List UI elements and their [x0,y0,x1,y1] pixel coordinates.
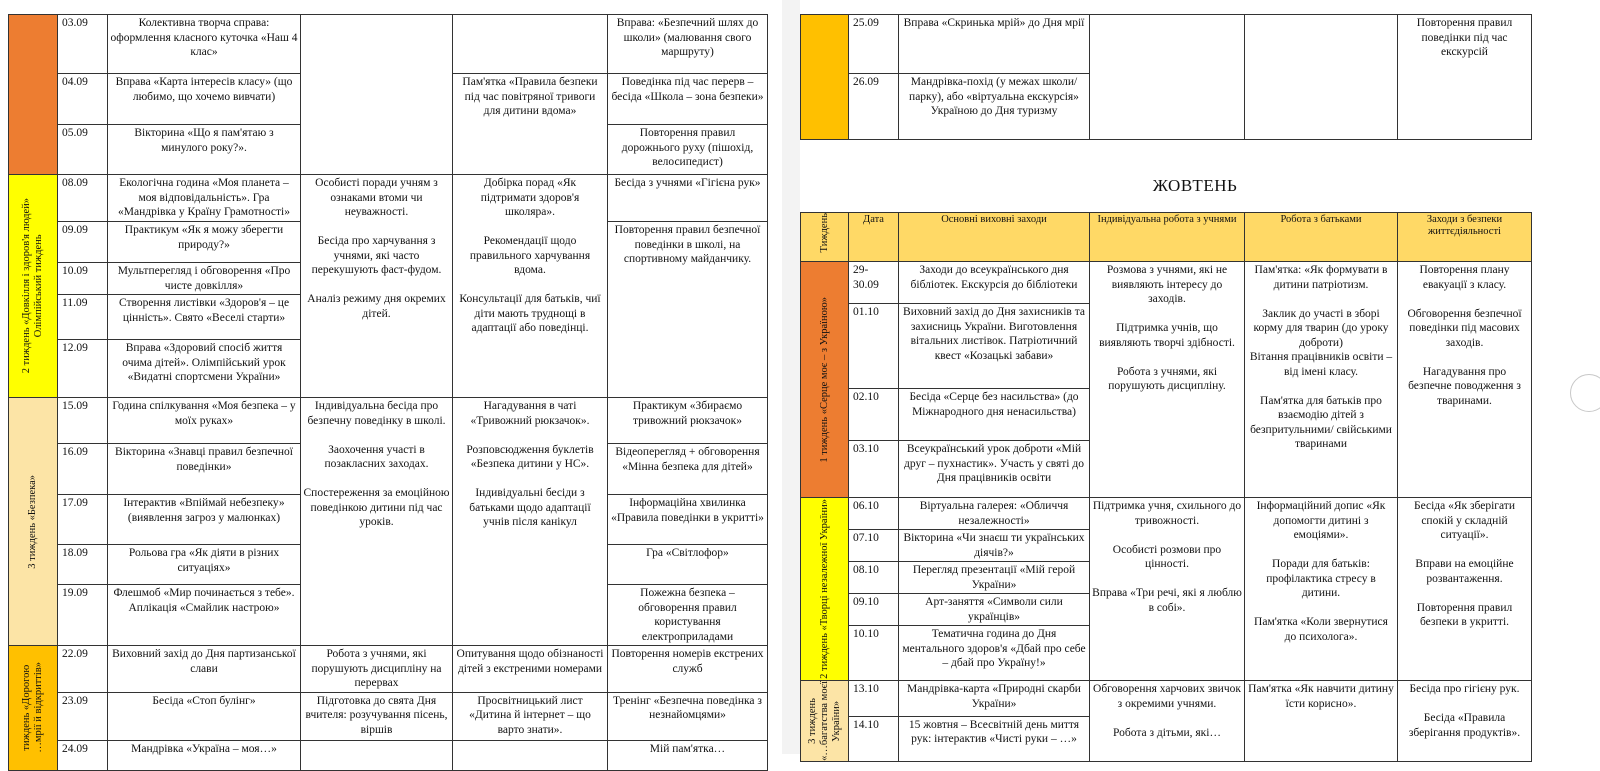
activity-cell: Бесіда «Стоп булінг» [108,692,301,740]
date-cell: 05.09 [58,125,108,175]
table-row [9,646,768,693]
parents-work-cell [453,15,608,74]
individual-work-cell: Індивідуальна бесіда про безпечну поведінку в школі. Заохочення участі в позакласних заходах. Спостереження за емоційною поведінкою дитини під час уроків. [301,398,453,646]
column-header-individual: Індивідуальна робота з учнями [1090,213,1245,262]
parents-work-cell: Просвітницький лист «Дитина й інтернет – що варто знати». [453,692,608,740]
date-cell: 06.10 [849,498,899,530]
safety-cell: Інформаційна хвилинка «Правила поведінки в укритті» [608,495,768,545]
page-gap [782,0,800,754]
parents-work-cell [453,740,608,770]
date-cell: 09.10 [849,594,899,626]
date-cell: 08.10 [849,562,899,594]
column-header-parents: Робота з батьками [1245,213,1398,262]
column-header-date: Дата [849,213,899,262]
activity-cell: Практикум «Як я можу зберегти природу?» [108,222,301,263]
activity-cell: Екологічна година «Моя планета – моя відповідальність». Гра «Мандрівка у Країну Грамотності» [108,175,301,222]
week-cell [801,15,849,140]
activity-cell: Бесіда «Серце без насильства» (до Міжнародного дня ненасильства) [899,389,1090,441]
activity-cell: Вправа «Здоровий спосіб життя очима дітей». Олімпійський урок «Видатні спортсмени України» [108,340,301,398]
date-cell: 24.09 [58,740,108,770]
week-label: 3 тиждень «…багатства моєї України» [806,681,842,761]
week-label: 2 тиждень «Творці незалежної України» [818,499,830,679]
activity-cell: Арт-заняття «Символи сили українців» [899,594,1090,626]
date-cell: 15.09 [58,398,108,444]
parents-work-cell: Пам'ятка: «Як формувати в дитини патріотизм. Заклик до участі в зборі корму для тварин (до уроку доброти) Вітання працівників освіти – від імені класу. Пам'ятка для батьків про взаємодію дітей з безпритульними/ свійськими тваринами [1245,262,1398,498]
date-cell: 07.10 [849,530,899,562]
week-cell [9,15,58,175]
month-title: ЖОВТЕНЬ [1152,176,1238,195]
activity-cell: Мандрівка-похід (у межах школи/парку), або «віртуальна екскурсія» Україною до Дня туризму [899,74,1090,140]
activity-cell: Колективна творча справа: оформлення класного куточка «Наш 4 клас» [108,15,301,74]
table-row [9,175,768,222]
individual-work-cell [301,740,453,770]
activity-cell: Вікторина «Що я пам'ятаю з минулого року?». [108,125,301,175]
table-row [9,398,768,444]
safety-cell: Пожежна безпека – обговорення правил користування електроприладами [608,585,768,646]
individual-work-cell: Особисті поради учням з ознаками втоми чи неуважності. Бесіда про харчування з учнями, які часто перекушують фаст-фудом. Аналіз режиму дня окремих дітей. [301,175,453,398]
parents-work-cell: Пам'ятка «Як навчити дитину їсти корисно». [1245,681,1398,762]
date-cell: 13.10 [849,681,899,717]
column-header-week: Тиждень [801,213,849,262]
safety-cell: Відеоперегляд + обговорення «Мінна безпека для дітей» [608,444,768,495]
safety-cell: Вправа: «Безпечний шлях до школи» (малювання свого маршруту) [608,15,768,74]
date-cell: 12.09 [58,340,108,398]
activity-cell: Година спілкування «Моя безпека – у моїх руках» [108,398,301,444]
parents-work-cell: Пам'ятка «Правила безпеки під час повітряної тривоги для дитини вдома» [453,74,608,175]
safety-cell: Повторення плану евакуації з класу. Обговорення безпечної поведінки під масових заходів. Нагадування про безпечне поводження з тваринами. [1398,262,1532,498]
column-header-activities: Основні виховні заходи [899,213,1090,262]
safety-cell: Бесіда з учнями «Гігієна рук» [608,175,768,222]
table-row [801,681,1532,717]
activity-cell: Рольова гра «Як діяти в різних ситуаціях» [108,545,301,585]
activity-cell: Всеукраїнський урок доброти «Мій друг – пухнастик». Участь у святі до Дня працівників освіти [899,441,1090,498]
individual-work-cell: Обговорення харчових звичок з окремими учнями. Робота з дітьми, які… [1090,681,1245,762]
safety-cell: Бесіда «Як зберігати спокій у складній ситуації». Вправи на емоційне розвантаження. Повторення правил безпеки в укритті. [1398,498,1532,681]
date-cell: 25.09 [849,15,899,74]
activity-cell: Вправа «Карта інтересів класу» (що любимо, що хочемо вивчати) [108,74,301,125]
week-label: 2 тиждень «Довкілля і здоров'я людей» Олімпійський тиждень [21,198,44,374]
activity-cell: Віртуальна галерея: «Обличчя незалежності» [899,498,1090,530]
date-cell: 19.09 [58,585,108,646]
september-continuation-table [800,14,1532,140]
activity-cell: 15 жовтня – Всесвітній день миття рук: інтерактив «Чисті руки – …» [899,716,1090,761]
date-cell: 10.09 [58,263,108,295]
week-cell [9,646,58,771]
september-plan-table [8,14,768,771]
date-cell: 29- 30.09 [849,262,899,304]
week-label: 1 тиждень «Серце моє – з Україною» [818,296,830,463]
date-cell: 11.09 [58,295,108,340]
parents-work-cell [1245,15,1398,140]
parents-work-cell: Опитування щодо обізнаності дітей з екстреними номерами [453,646,608,693]
week-label: тиждень «Дорогою …мрії й відкриттів» [21,662,44,754]
column-header-safety: Заходи з безпеки життєдіяльності [1398,213,1532,262]
safety-cell: Практикум «Збираємо тривожний рюкзачок» [608,398,768,444]
parents-work-cell: Інформаційний допис «Як допомогти дитині з емоціями». Поради для батьків: профілактика стресу в дитини. Пам'ятка «Коли звернутися до психолога». [1245,498,1398,681]
individual-work-cell [1090,15,1245,140]
activity-cell: Заходи до всеукраїнського дня бібліотек. Екскурсія до бібліотеки [899,262,1090,304]
date-cell: 04.09 [58,74,108,125]
scroll-handle[interactable] [1570,374,1600,412]
week-cell [801,498,849,681]
activity-cell: Вправа «Скринька мрій» до Дня мрії [899,15,1090,74]
parents-work-cell: Добірка порад «Як підтримати здоров'я школяра». Рекомендації щодо правильного харчування вдома. Консультації для батьків, чиї діти мають труднощі в адаптації або поведінці. [453,175,608,398]
week-cell [9,398,58,646]
week-cell [801,262,849,498]
week-cell [9,175,58,398]
activity-cell: Мандрівка «Україна – моя…» [108,740,301,770]
date-cell: 03.10 [849,441,899,498]
activity-cell: Мультперегляд і обговорення «Про чисте довкілля» [108,263,301,295]
document-page-left [0,0,782,754]
date-cell: 02.10 [849,389,899,441]
table-row [9,692,768,740]
october-plan-table [800,212,1532,762]
date-cell: 16.09 [58,444,108,495]
date-cell: 01.10 [849,304,899,389]
safety-cell: Повторення правил дорожнього руху (пішохід, велосипедист) [608,125,768,175]
week-cell [801,681,849,762]
activity-cell: Вікторина «Чи знаєш ти українських діячів?» [899,530,1090,562]
table-row [801,15,1532,74]
table-row [801,262,1532,304]
table-row [801,498,1532,530]
date-cell: 22.09 [58,646,108,693]
date-cell: 17.09 [58,495,108,545]
document-page-right [800,0,1590,761]
table-row [9,15,768,74]
safety-cell: Повторення правил безпечної поведінки в школі, на спортивному майданчику. [608,222,768,398]
activity-cell: Виховний захід до Дня партизанської слави [108,646,301,693]
activity-cell: Флешмоб «Мир починається з тебе». Аплікація «Смайлик настрою» [108,585,301,646]
safety-cell: Бесіда про гігієну рук. Бесіда «Правила зберігання продуктів». [1398,681,1532,762]
activity-cell: Мандрівка-карта «Природні скарби України» [899,681,1090,717]
date-cell: 03.09 [58,15,108,74]
activity-cell: Виховний захід до Дня захисників та захисниць України. Виготовлення вітальних листівок. Патріотичний квест «Козацькі забави» [899,304,1090,389]
date-cell: 08.09 [58,175,108,222]
safety-cell: Тренінг «Безпечна поведінка з незнайомцями» [608,692,768,740]
individual-work-cell: Розмова з учнями, які не виявляють інтересу до заходів. Підтримка учнів, що виявляють творчі здібності. Робота з учнями, які порушують дисципліну. [1090,262,1245,498]
date-cell: 26.09 [849,74,899,140]
activity-cell: Вікторина «Знавці правил безпечної поведінки» [108,444,301,495]
date-cell: 10.10 [849,626,899,681]
table-header-row [801,213,1532,262]
activity-cell: Перегляд презентації «Мій герой України» [899,562,1090,594]
individual-work-cell: Підготовка до свята Дня вчителя: розучування пісень, віршів [301,692,453,740]
individual-work-cell: Робота з учнями, які порушують дисципліну на перервах [301,646,453,693]
safety-cell: Гра «Світлофор» [608,545,768,585]
date-cell: 18.09 [58,545,108,585]
date-cell: 14.10 [849,716,899,761]
individual-work-cell [301,15,453,175]
date-cell: 09.09 [58,222,108,263]
table-row [9,740,768,770]
safety-cell: Повторення номерів екстрених служб [608,646,768,693]
safety-cell: Мій пам'ятка… [608,740,768,770]
activity-cell: Тематична година до Дня ментального здоров'я «Дбай про себе – дбай про Україну!» [899,626,1090,681]
safety-cell: Повторення правил поведінки під час екскурсій [1398,15,1532,140]
week-label: 3 тиждень «Безпека» [27,474,38,569]
activity-cell: Інтерактив «Впіймай небезпеку» (виявлення загроз у малюнках) [108,495,301,545]
activity-cell: Створення листівки «Здоров'я – це цінність». Свято «Веселі старти» [108,295,301,340]
parents-work-cell: Нагадування в чаті «Тривожний рюкзачок». Розповсюдження буклетів «Безпека дитини у НС». Індивідуальні бесіди з батьками щодо адаптації учнів після канікул [453,398,608,646]
individual-work-cell: Підтримка учня, схильного до тривожності. Особисті розмови про цінності. Вправа «Три речі, які я люблю в собі». [1090,498,1245,681]
safety-cell: Поведінка під час перерв – бесіда «Школа – зона безпеки» [608,74,768,125]
date-cell: 23.09 [58,692,108,740]
